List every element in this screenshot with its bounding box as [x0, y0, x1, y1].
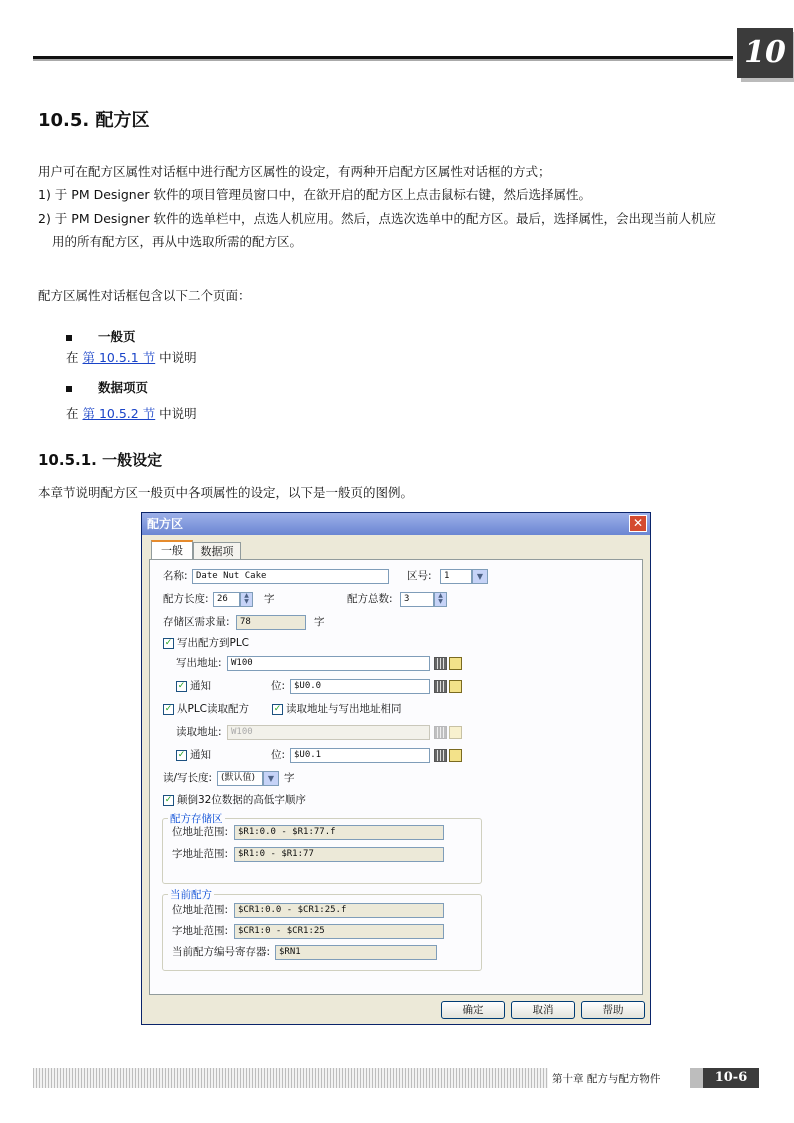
footer-separator [690, 1068, 703, 1088]
rw-length-select[interactable]: (默认值) [217, 771, 263, 786]
name-label: 名称: [163, 570, 188, 582]
same-addr-label: 读取地址与写出地址相同 [286, 703, 402, 715]
keypad-icon[interactable] [434, 680, 447, 693]
write-bit-input[interactable]: $U0.0 [290, 679, 430, 694]
dialog-title: 配方区 [142, 513, 650, 535]
g1-word-range-value: $R1:0 - $R1:77 [234, 847, 444, 862]
chevron-down-icon[interactable]: ▼ [263, 771, 279, 786]
ref-prefix: 在 [66, 406, 83, 421]
bullet-data-ref [66, 404, 197, 424]
keypad-icon[interactable] [434, 657, 447, 670]
footer-page-number: 10-6 [703, 1068, 759, 1088]
g1-word-range-label: 字地址范围: [172, 848, 229, 860]
ref-suffix: 中说明 [155, 350, 197, 365]
current-register-label: 当前配方编号寄存器: [172, 946, 271, 958]
read-notify-label: 通知 [190, 749, 211, 761]
total-input[interactable]: 3 [400, 592, 434, 607]
length-input[interactable]: 26 [213, 592, 240, 607]
total-spinner[interactable]: ▲ ▼ [434, 592, 447, 607]
recipe-storage-group-title: 配方存储区 [170, 813, 223, 825]
area-select[interactable]: 1 [440, 569, 472, 584]
reverse-word-label: 颠倒32位数据的高低字顺序 [177, 794, 306, 806]
chevron-down-icon[interactable]: ▼ [472, 569, 488, 584]
write-addr-label: 写出地址: [176, 657, 222, 669]
g2-bit-range-label: 位地址范围: [172, 904, 229, 916]
close-icon[interactable]: ✕ [629, 515, 647, 532]
length-label: 配方长度: [163, 593, 209, 605]
recipe-dialog [141, 512, 651, 1025]
g2-bit-range-value: $CR1:0.0 - $CR1:25.f [234, 903, 444, 918]
address-picker-icon[interactable] [449, 657, 462, 670]
section-link-10-5-1[interactable]: 第 10.5.1 节 [82, 350, 156, 365]
g2-word-range-value: $CR1:0 - $CR1:25 [234, 924, 444, 939]
length-unit: 字 [264, 593, 275, 605]
write-plc-label: 写出配方到PLC [177, 637, 250, 649]
rw-length-label: 读/写长度: [163, 772, 213, 784]
step-1: 1) 于 PM Designer 软件的项目管理员窗口中，在欲开启的配方区上点击鼠标右键，然后选择属性。 [38, 187, 592, 202]
g2-word-range-label: 字地址范围: [172, 925, 229, 937]
write-notify-checkbox[interactable]: ✓ [177, 681, 186, 691]
ref-suffix: 中说明 [155, 406, 197, 421]
keypad-icon [434, 726, 447, 739]
read-bit-input[interactable]: $U0.1 [290, 748, 430, 763]
intro-paragraph: 用户可在配方区属性对话框中进行配方区属性的设定，有两种开启配方区属性对话框的方式； [38, 164, 551, 179]
current-recipe-group-title: 当前配方 [170, 889, 212, 901]
help-button[interactable]: 帮助 [581, 1001, 645, 1019]
tab-data-items[interactable]: 数据项 [193, 542, 241, 560]
read-plc-label: 从PLC读取配方 [177, 703, 250, 715]
area-label: 区号: [407, 570, 432, 582]
bullet-general-page [66, 327, 136, 345]
bullet-square-icon [66, 335, 72, 341]
step-2-line-1: 2) 于 PM Designer 软件的选单栏中，点选人机应用。然后，点选次选单中的配方区。最后，选择属性，会出现当前人机应 [38, 211, 717, 226]
bullet-data-page [66, 378, 148, 396]
bullet-square-icon [66, 386, 72, 392]
keypad-icon[interactable] [434, 749, 447, 762]
write-bit-label: 位: [271, 680, 286, 692]
name-input[interactable]: Date Nut Cake [192, 569, 389, 584]
write-addr-input[interactable]: W100 [227, 656, 430, 671]
section-title: 10.5. 配方区 [38, 110, 150, 131]
storage-unit: 字 [314, 616, 325, 628]
ref-prefix: 在 [66, 350, 83, 365]
address-picker-icon[interactable] [449, 680, 462, 693]
g1-bit-range-label: 位地址范围: [172, 826, 229, 838]
subsection-title: 10.5.1. 一般设定 [38, 451, 163, 469]
read-plc-checkbox[interactable]: ✓ [164, 704, 173, 714]
bullet-general-ref [66, 348, 197, 368]
read-addr-input[interactable]: W100 [227, 725, 430, 740]
same-addr-checkbox[interactable]: ✓ [273, 704, 282, 714]
g1-bit-range-value: $R1:0.0 - $R1:77.f [234, 825, 444, 840]
ok-button[interactable]: 确定 [441, 1001, 505, 1019]
address-picker-icon[interactable] [449, 749, 462, 762]
current-register-value: $RN1 [275, 945, 437, 960]
reverse-word-checkbox[interactable]: ✓ [164, 795, 173, 805]
pages-intro: 配方区属性对话框包含以下二个页面： [38, 288, 251, 303]
bullet-title: 数据项页 [98, 380, 149, 395]
footer-strip [33, 1068, 548, 1088]
bullet-title: 一般页 [98, 329, 136, 344]
header-rule-shadow [33, 59, 733, 61]
total-label: 配方总数: [347, 593, 393, 605]
read-notify-checkbox[interactable]: ✓ [177, 750, 186, 760]
chapter-number-box: 10 [737, 28, 793, 78]
write-notify-label: 通知 [190, 680, 211, 692]
footer-chapter-text: 第十章 配方与配方物件 [552, 1073, 661, 1085]
read-bit-label: 位: [271, 749, 286, 761]
general-panel [149, 559, 643, 995]
rw-length-unit: 字 [284, 772, 295, 784]
section-link-10-5-2[interactable]: 第 10.5.2 节 [82, 406, 156, 421]
length-spinner[interactable]: ▲ ▼ [240, 592, 253, 607]
subsection-desc: 本章节说明配方区一般页中各项属性的设定，以下是一般页的图例。 [38, 485, 414, 500]
address-picker-icon [449, 726, 462, 739]
read-addr-label: 读取地址: [176, 726, 222, 738]
storage-value: 78 [236, 615, 306, 630]
tab-general[interactable]: 一般 [151, 540, 193, 560]
step-2-line-2: 用的所有配方区，再从中选取所需的配方区。 [52, 234, 303, 249]
storage-label: 存储区需求量: [163, 616, 230, 628]
cancel-button[interactable]: 取消 [511, 1001, 575, 1019]
write-plc-checkbox[interactable]: ✓ [164, 638, 173, 648]
